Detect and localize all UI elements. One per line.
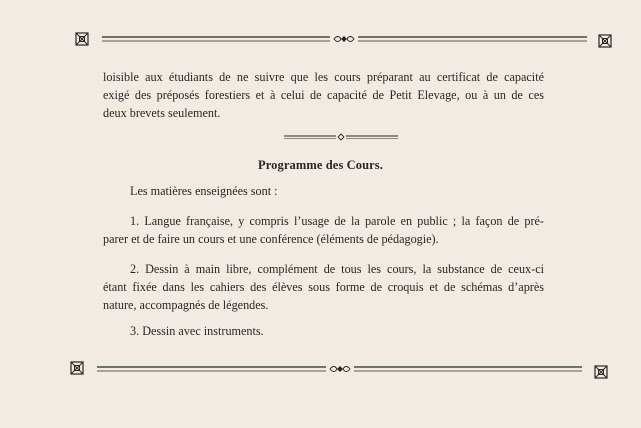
diamond-scroll-icon (334, 36, 354, 42)
text-line: exigé des préposés forestiers et à celui de capacité de Petit Elevage, ou à un de ces (103, 88, 544, 102)
text-line: parer et de faire un cours et une conférence (éléments de pédagogie). (103, 232, 439, 246)
corner-ornament-icon (595, 366, 607, 378)
text-line: étant fixée dans les cahiers des élèves sous forme de croquis et de schémas d’après (103, 280, 544, 294)
section-heading: Programme des Cours. (257, 158, 383, 172)
lead-text: Les matières enseignées sont : (130, 184, 278, 198)
rule-lines-right (354, 367, 582, 371)
small-separator-icon (284, 132, 398, 142)
intro-paragraph (103, 68, 544, 122)
corner-ornament-icon (76, 33, 88, 45)
text-line: nature, accompagnés de légendes. (103, 298, 269, 312)
bottom-decorative-rule (0, 360, 641, 380)
text-line: loisible aux étudiants de ne suivre que les cours préparant au certificat de capacité (103, 70, 544, 84)
list-item-3: 3. Dessin avec instruments. (130, 324, 264, 338)
list-item-2 (103, 260, 544, 314)
corner-ornament-icon (71, 362, 83, 374)
rule-lines-right (358, 37, 587, 41)
corner-ornament-icon (599, 35, 611, 47)
diamond-scroll-icon (330, 366, 350, 372)
rule-lines-left (102, 37, 330, 41)
text-line: 2. Dessin à main libre, complément de tous les cours, la substance de ceux-ci (130, 262, 544, 276)
text-line: deux brevets seulement. (103, 106, 221, 120)
top-decorative-rule (0, 30, 641, 50)
text-line: 1. Langue française, y compris l’usage de la parole en public ; la façon de pré- (130, 214, 544, 228)
rule-lines-left (97, 367, 326, 371)
list-item-1 (103, 212, 544, 248)
